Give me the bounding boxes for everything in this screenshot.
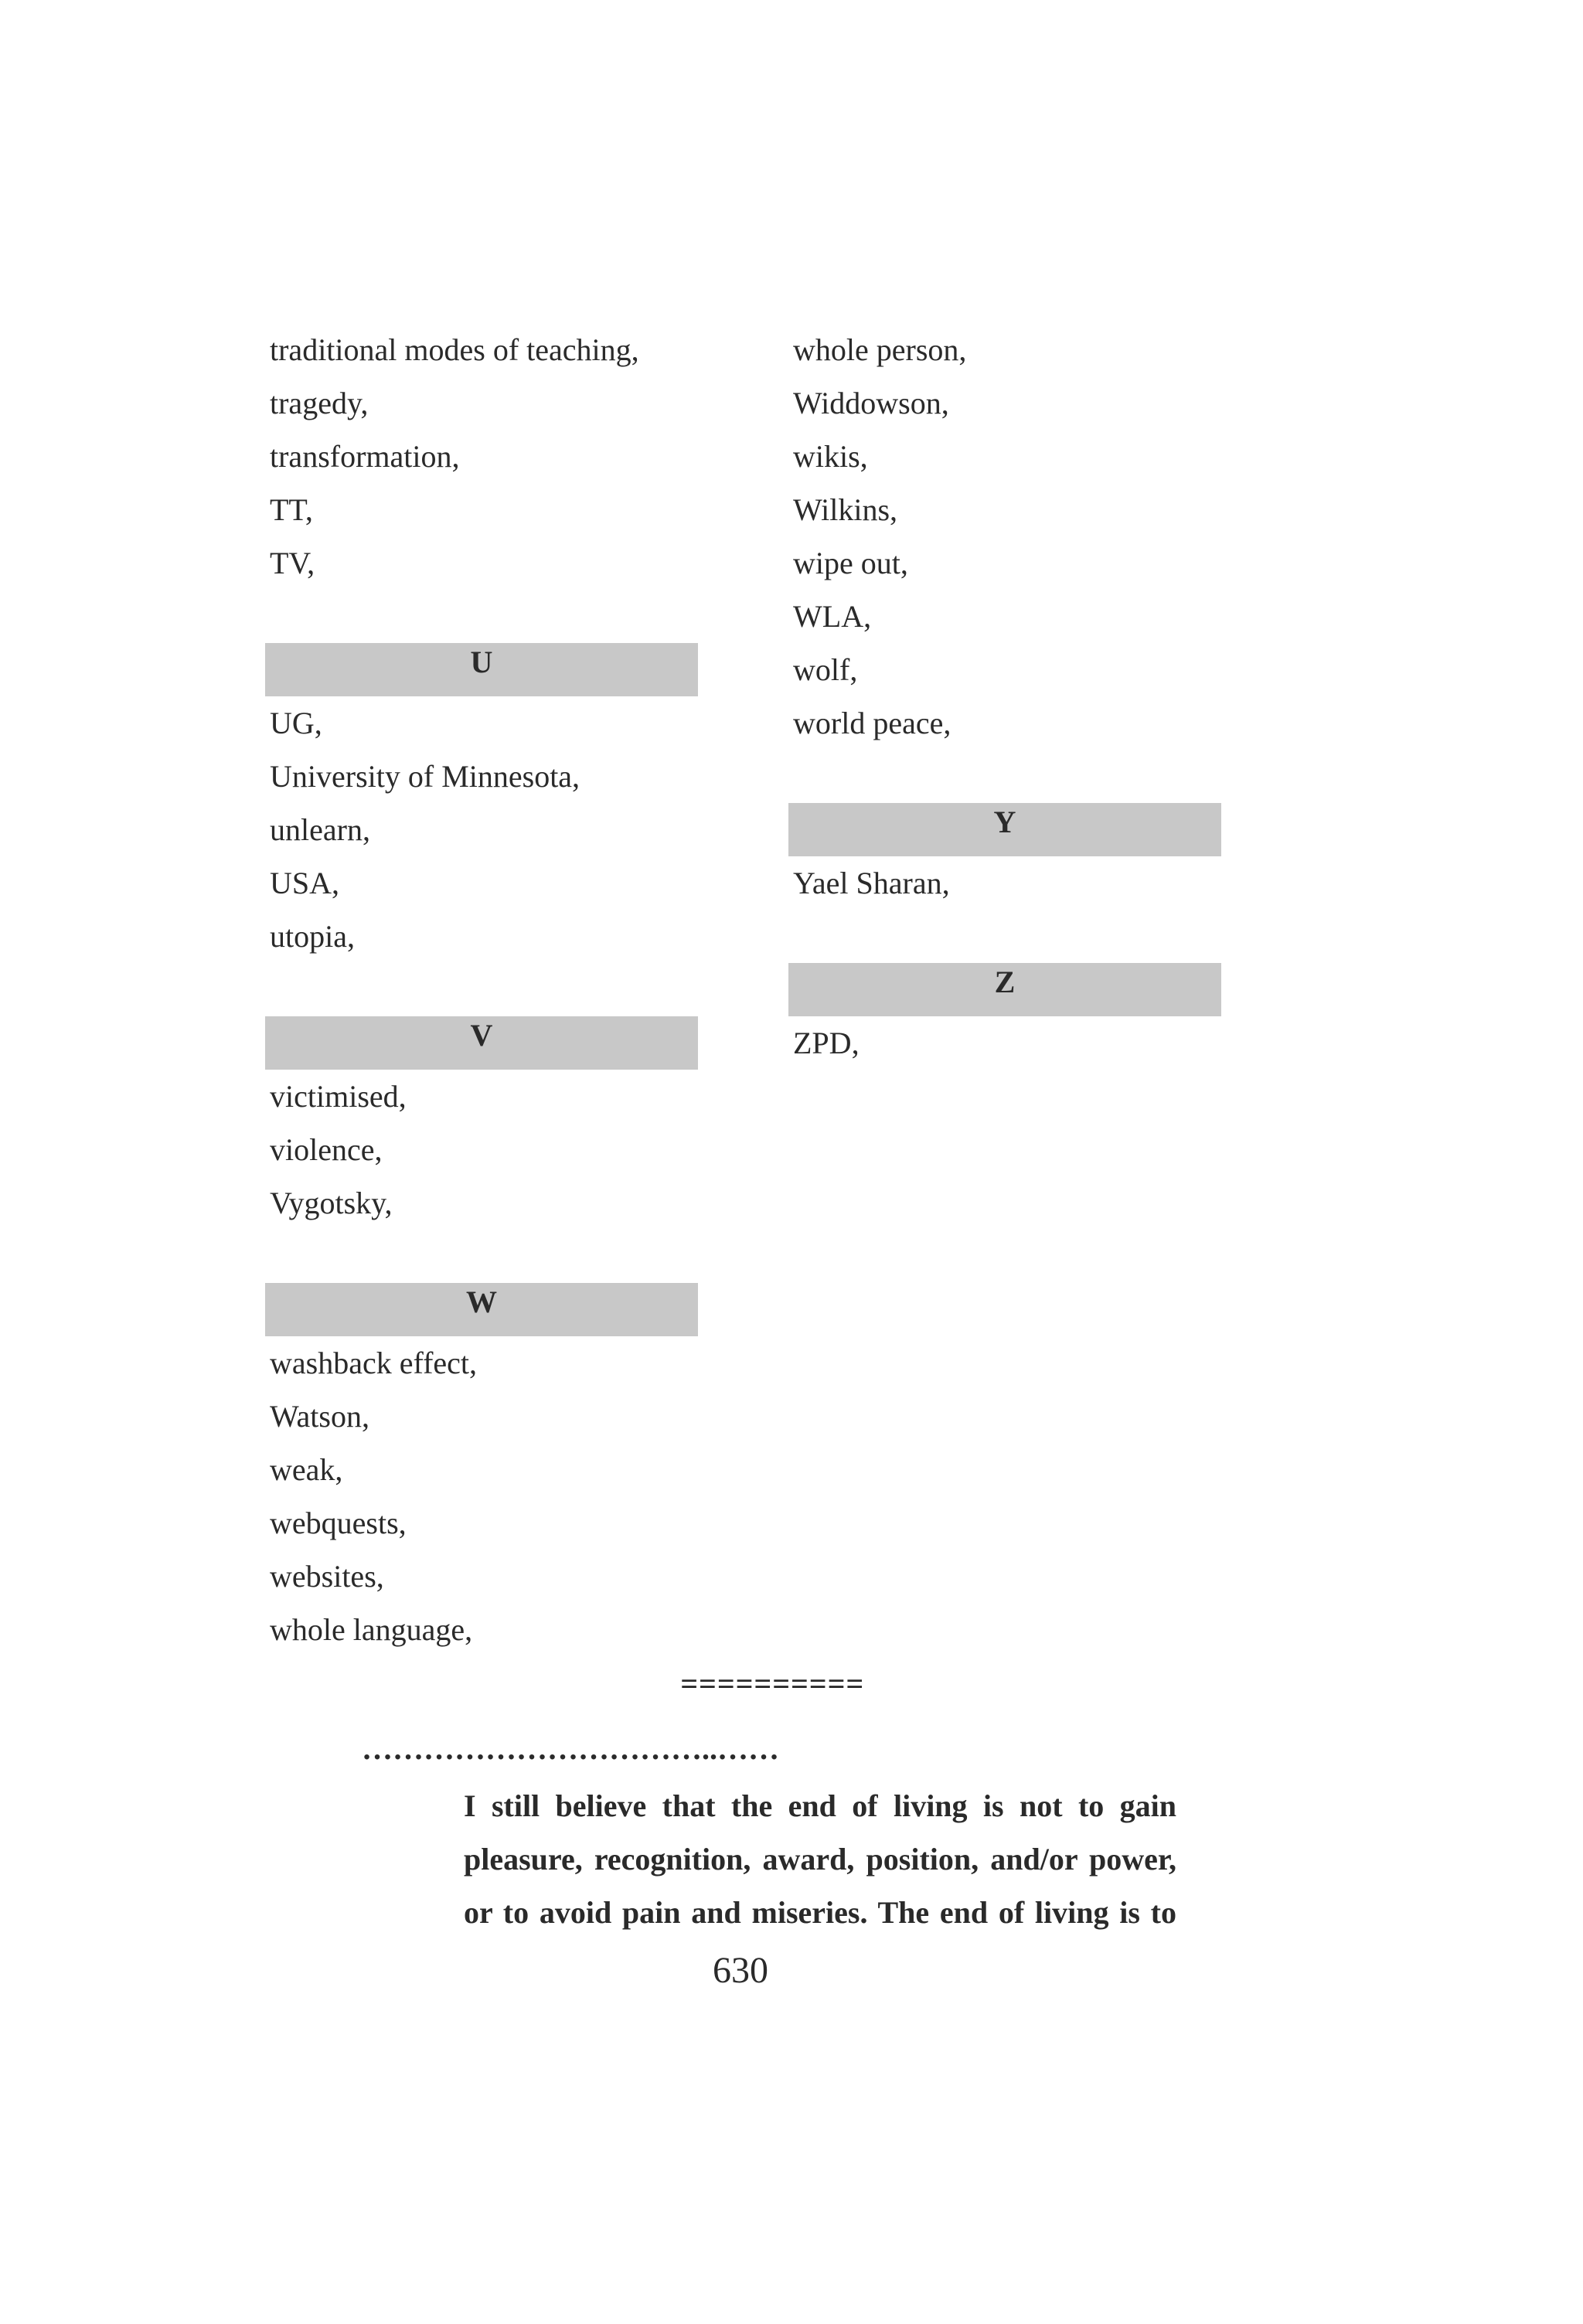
index-spacer bbox=[788, 910, 1221, 963]
index-letter-header: U bbox=[265, 643, 698, 696]
index-entry: whole language, bbox=[270, 1612, 473, 1647]
index-letter-header: Y bbox=[788, 803, 1221, 856]
dotted-leader: ……………………………..…… bbox=[362, 1731, 779, 1766]
index-spacer bbox=[788, 750, 1221, 803]
index-column-right bbox=[788, 323, 1221, 1070]
index-entry: USA, bbox=[270, 866, 340, 900]
section-separator: ========== bbox=[680, 1666, 864, 1701]
index-entry: whole person, bbox=[793, 332, 967, 367]
index-entry: utopia, bbox=[270, 919, 355, 954]
index-entry: UG, bbox=[270, 706, 322, 740]
index-spacer bbox=[265, 1230, 698, 1283]
index-entry: websites, bbox=[270, 1559, 384, 1594]
index-entry: Wilkins, bbox=[793, 492, 898, 527]
index-entry: Widdowson, bbox=[793, 386, 949, 420]
quote-line: or to avoid pain and miseries. The end of living is to bbox=[464, 1895, 1176, 1930]
index-entry: wolf, bbox=[793, 652, 858, 687]
index-column-left bbox=[265, 323, 698, 1656]
index-entry: Watson, bbox=[270, 1399, 369, 1434]
index-entry: washback effect, bbox=[270, 1346, 478, 1380]
index-letter-header: W bbox=[265, 1283, 698, 1336]
index-entry: world peace, bbox=[793, 706, 952, 740]
index-entry: TV, bbox=[270, 546, 315, 580]
closing-quote bbox=[464, 1779, 1176, 1939]
index-letter-header: V bbox=[265, 1016, 698, 1070]
index-entry: ZPD, bbox=[793, 1026, 860, 1060]
quote-line: I still believe that the end of living is not to gain bbox=[464, 1788, 1176, 1823]
index-entry: University of Minnesota, bbox=[270, 759, 580, 794]
index-entry: Vygotsky, bbox=[270, 1186, 393, 1220]
index-entry: WLA, bbox=[793, 599, 872, 634]
page-number: 630 bbox=[713, 1950, 768, 1991]
index-entry: wikis, bbox=[793, 439, 868, 474]
index-entry: Yael Sharan, bbox=[793, 866, 950, 900]
quote-line: pleasure, recognition, award, position, and/or power, bbox=[464, 1842, 1176, 1877]
index-entry: victimised, bbox=[270, 1079, 407, 1114]
index-letter-header: Z bbox=[788, 963, 1221, 1016]
index-entry: unlearn, bbox=[270, 812, 370, 847]
index-entry: tragedy, bbox=[270, 386, 369, 420]
index-entry: violence, bbox=[270, 1132, 383, 1167]
index-entry: webquests, bbox=[270, 1506, 407, 1540]
index-entry: TT, bbox=[270, 492, 313, 527]
index-entry: traditional modes of teaching, bbox=[270, 332, 639, 367]
index-spacer bbox=[265, 590, 698, 643]
index-entry: wipe out, bbox=[793, 546, 908, 580]
index-entry: weak, bbox=[270, 1452, 343, 1487]
index-entry: transformation, bbox=[270, 439, 460, 474]
index-spacer bbox=[265, 963, 698, 1016]
